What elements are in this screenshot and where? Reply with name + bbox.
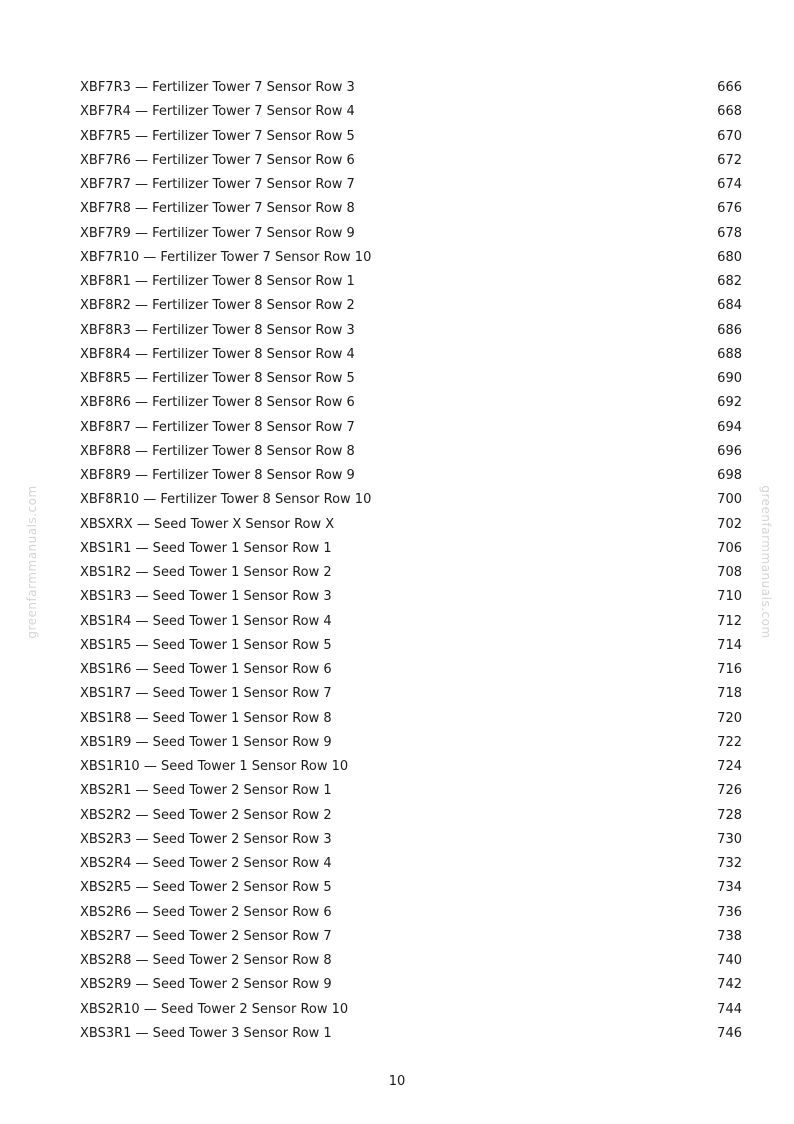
- toc-entry-title: XBF7R10 — Fertilizer Tower 7 Sensor Row 10: [80, 249, 372, 265]
- toc-entry[interactable]: [80, 731, 742, 755]
- toc-entry-title: XBS1R3 — Seed Tower 1 Sensor Row 3: [80, 589, 332, 605]
- toc-entry-title: XBF8R3 — Fertilizer Tower 8 Sensor Row 3: [80, 322, 355, 338]
- toc-entry[interactable]: [80, 173, 742, 197]
- toc-entry[interactable]: [80, 149, 742, 173]
- toc-entry-page: 730: [717, 831, 742, 847]
- toc-entry-title: XBS1R1 — Seed Tower 1 Sensor Row 1: [80, 540, 332, 556]
- toc-entry[interactable]: [80, 852, 742, 876]
- toc-entry-title: XBF7R3 — Fertilizer Tower 7 Sensor Row 3: [80, 80, 355, 95]
- toc-entry[interactable]: [80, 294, 742, 318]
- toc-entry[interactable]: [80, 125, 742, 149]
- toc-entry[interactable]: [80, 76, 742, 100]
- toc-entry[interactable]: [80, 973, 742, 997]
- toc-entry-page: 710: [717, 589, 742, 605]
- toc-entry-title: XBS1R9 — Seed Tower 1 Sensor Row 9: [80, 734, 332, 750]
- toc-entry[interactable]: [80, 779, 742, 803]
- toc-entry-page: 686: [717, 322, 742, 338]
- toc-entry-page: 698: [717, 468, 742, 483]
- toc-entry[interactable]: [80, 391, 742, 415]
- toc-entry-page: 734: [717, 880, 742, 896]
- watermark-right: greenfarmmanuals.com: [759, 485, 773, 639]
- toc-entry-title: XBS2R6 — Seed Tower 2 Sensor Row 6: [80, 904, 332, 920]
- toc-entry-title: XBF8R7 — Fertilizer Tower 8 Sensor Row 7: [80, 419, 355, 435]
- toc-entry-page: 746: [717, 1025, 742, 1041]
- toc-entry-page: 738: [717, 928, 742, 944]
- toc-entry-title: XBS1R6 — Seed Tower 1 Sensor Row 6: [80, 662, 332, 677]
- toc-entry-page: 716: [717, 662, 742, 677]
- toc-entry-page: 706: [717, 540, 742, 556]
- toc-entry-page: 682: [717, 274, 742, 289]
- toc-entry-page: 666: [717, 80, 742, 95]
- toc-entry[interactable]: [80, 610, 742, 634]
- toc-entry-page: 674: [717, 177, 742, 192]
- toc-entry[interactable]: [80, 634, 742, 658]
- toc-entry-page: 702: [717, 516, 742, 532]
- toc-entry-page: 672: [717, 152, 742, 168]
- toc-entry[interactable]: [80, 488, 742, 512]
- toc-entry[interactable]: [80, 416, 742, 440]
- toc-entry-title: XBS2R5 — Seed Tower 2 Sensor Row 5: [80, 880, 332, 896]
- toc-entry-title: XBF7R9 — Fertilizer Tower 7 Sensor Row 9: [80, 225, 355, 241]
- toc-entry-page: 736: [717, 904, 742, 920]
- toc-entry-title: XBSXRX — Seed Tower X Sensor Row X: [80, 516, 335, 532]
- toc-entry[interactable]: [80, 876, 742, 900]
- toc-entry-page: 712: [717, 613, 742, 629]
- toc-entry-title: XBS1R5 — Seed Tower 1 Sensor Row 5: [80, 637, 332, 653]
- toc-entry-title: XBS1R7 — Seed Tower 1 Sensor Row 7: [80, 686, 332, 702]
- toc-entry-title: XBF8R9 — Fertilizer Tower 8 Sensor Row 9: [80, 468, 355, 483]
- toc-entry-title: XBF8R10 — Fertilizer Tower 8 Sensor Row 10: [80, 492, 372, 508]
- toc-entry[interactable]: [80, 561, 742, 585]
- toc-entry-title: XBF8R1 — Fertilizer Tower 8 Sensor Row 1: [80, 274, 355, 289]
- toc-entry[interactable]: [80, 367, 742, 391]
- page-number: 10: [388, 1074, 406, 1089]
- toc-entry-title: XBF7R6 — Fertilizer Tower 7 Sensor Row 6: [80, 152, 355, 168]
- toc-entry-page: 680: [717, 249, 742, 265]
- toc-entry[interactable]: [80, 513, 742, 537]
- toc-entry-page: 720: [717, 710, 742, 726]
- toc-entry-title: XBS2R3 — Seed Tower 2 Sensor Row 3: [80, 831, 332, 847]
- toc-entry-title: XBS2R2 — Seed Tower 2 Sensor Row 2: [80, 807, 332, 823]
- toc-entry-title: XBS2R1 — Seed Tower 2 Sensor Row 1: [80, 783, 332, 799]
- toc-entry-page: 718: [717, 686, 742, 702]
- toc-entry-title: XBS1R8 — Seed Tower 1 Sensor Row 8: [80, 710, 332, 726]
- toc-entry-page: 694: [717, 419, 742, 435]
- toc-entry-title: XBF8R5 — Fertilizer Tower 8 Sensor Row 5: [80, 371, 355, 386]
- toc-entry-page: 740: [717, 953, 742, 968]
- toc-entry-page: 684: [717, 298, 742, 314]
- toc-entry-page: 742: [717, 977, 742, 993]
- toc-entry-title: XBS3R1 — Seed Tower 3 Sensor Row 1: [80, 1025, 332, 1041]
- toc-entry-title: XBS2R10 — Seed Tower 2 Sensor Row 10: [80, 1001, 349, 1017]
- toc-entry[interactable]: [80, 901, 742, 925]
- toc-entry-title: XBS1R2 — Seed Tower 1 Sensor Row 2: [80, 565, 332, 580]
- toc-entry-title: XBS2R8 — Seed Tower 2 Sensor Row 8: [80, 953, 332, 968]
- toc-entry-page: 726: [717, 783, 742, 799]
- toc-entry-page: 668: [717, 104, 742, 120]
- toc-entry-title: XBF7R8 — Fertilizer Tower 7 Sensor Row 8: [80, 201, 355, 217]
- toc-entry-page: 722: [717, 734, 742, 750]
- toc-entry[interactable]: [80, 949, 742, 973]
- toc-entry-page: 700: [717, 492, 742, 508]
- watermark-left: greenfarmmanuals.com: [25, 485, 39, 639]
- toc-entry-title: XBF8R4 — Fertilizer Tower 8 Sensor Row 4: [80, 346, 355, 362]
- toc-entry-page: 728: [717, 807, 742, 823]
- toc-entry[interactable]: [80, 755, 742, 779]
- toc-entry-title: XBF7R5 — Fertilizer Tower 7 Sensor Row 5: [80, 128, 355, 144]
- toc-entry[interactable]: [80, 440, 742, 464]
- toc-entry-title: XBS2R4 — Seed Tower 2 Sensor Row 4: [80, 856, 332, 871]
- toc-entry-title: XBF8R6 — Fertilizer Tower 8 Sensor Row 6: [80, 395, 355, 411]
- toc-entry-page: 724: [717, 759, 742, 774]
- toc-entry[interactable]: [80, 100, 742, 124]
- toc-entry-title: XBF8R8 — Fertilizer Tower 8 Sensor Row 8: [80, 443, 355, 459]
- toc-entry[interactable]: [80, 1022, 742, 1046]
- toc-entry-title: XBS2R9 — Seed Tower 2 Sensor Row 9: [80, 977, 332, 993]
- toc-entry-page: 670: [717, 128, 742, 144]
- toc-entry-title: XBF7R7 — Fertilizer Tower 7 Sensor Row 7: [80, 177, 355, 192]
- toc-entry-page: 732: [717, 856, 742, 871]
- toc-entry[interactable]: [80, 998, 742, 1022]
- toc-entry[interactable]: [80, 464, 742, 488]
- toc-entry-page: 696: [717, 443, 742, 459]
- toc-entry[interactable]: [80, 707, 742, 731]
- toc-entry[interactable]: [80, 319, 742, 343]
- toc-entry[interactable]: [80, 828, 742, 852]
- toc-entry-page: 678: [717, 225, 742, 241]
- toc-entry[interactable]: [80, 343, 742, 367]
- toc-entry-page: 714: [717, 637, 742, 653]
- toc-entry[interactable]: [80, 270, 742, 294]
- toc-entry[interactable]: [80, 804, 742, 828]
- toc-entry[interactable]: [80, 585, 742, 609]
- toc-entry-page: 692: [717, 395, 742, 411]
- toc-entry-title: XBF8R2 — Fertilizer Tower 8 Sensor Row 2: [80, 298, 355, 314]
- toc-entry-title: XBF7R4 — Fertilizer Tower 7 Sensor Row 4: [80, 104, 355, 120]
- toc-entry[interactable]: [80, 925, 742, 949]
- toc-entry-page: 688: [717, 346, 742, 362]
- toc-entry[interactable]: [80, 537, 742, 561]
- toc-entry-title: XBS1R4 — Seed Tower 1 Sensor Row 4: [80, 613, 332, 629]
- toc-entry-page: 744: [717, 1001, 742, 1017]
- toc-entry[interactable]: [80, 246, 742, 270]
- table-of-contents: [80, 76, 742, 1046]
- toc-entry-title: XBS2R7 — Seed Tower 2 Sensor Row 7: [80, 928, 332, 944]
- toc-entry[interactable]: [80, 682, 742, 706]
- toc-entry[interactable]: [80, 658, 742, 682]
- toc-entry-page: 676: [717, 201, 742, 217]
- toc-entry[interactable]: [80, 222, 742, 246]
- toc-entry[interactable]: [80, 197, 742, 221]
- toc-entry-title: XBS1R10 — Seed Tower 1 Sensor Row 10: [80, 759, 349, 774]
- toc-entry-page: 708: [717, 565, 742, 580]
- toc-entry-page: 690: [717, 371, 742, 386]
